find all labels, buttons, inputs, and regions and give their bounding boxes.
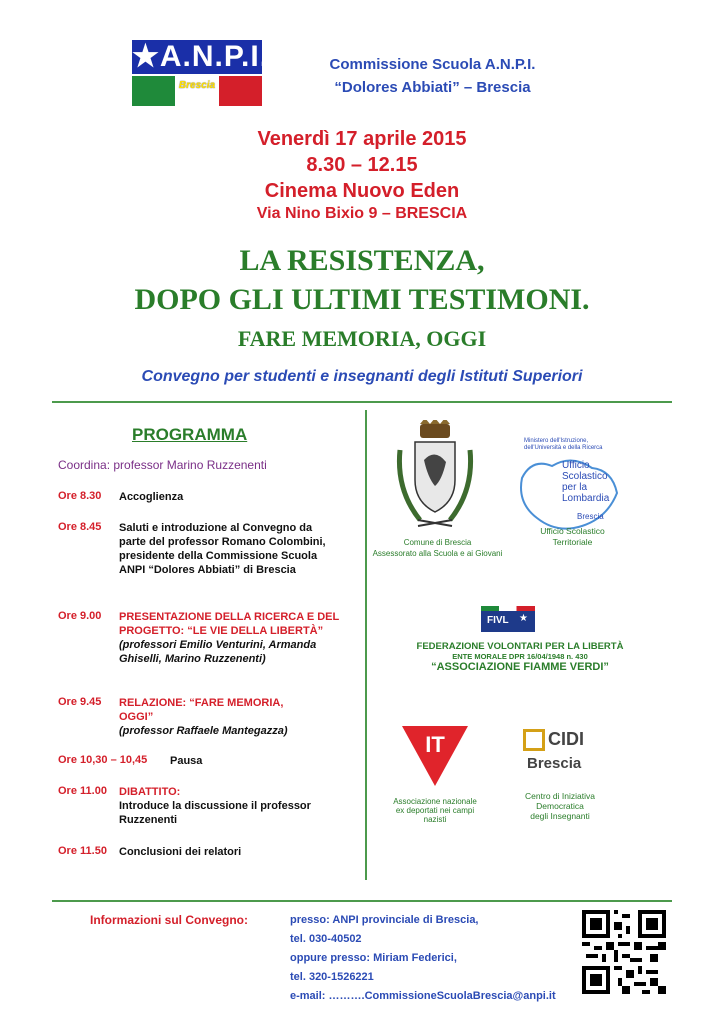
program-time: Ore 9.00 (58, 610, 102, 622)
program-text: Saluti e introduzione al Convegno da parte del professor Romano Colombini, presidente della Commissione Scuola ANPI “Dolores Abbiati” di Brescia (119, 522, 326, 576)
info-line-3: oppure presso: Miriam Federici, (290, 952, 457, 964)
title-line-3: FARE MEMORIA, OGGI (237, 326, 487, 351)
title-line-1: LA RESISTENZA, (239, 244, 485, 277)
email-link[interactable]: e-mail: ……….CommissioneScuolaBrescia@anpi.it (290, 990, 556, 1002)
program-note: Introduce la discussione il professor Ruzzenenti (119, 800, 311, 826)
program-text: RELAZIONE: “FARE MEMORIA, OGGI” (119, 697, 284, 723)
program-text: PRESENTAZIONE DELLA RICERCA E DEL PROGETTO: “LE VIE DELLA LIBERTÀ” (119, 611, 340, 637)
usr-name: Ufficio Scolastico per la Lombardia (562, 460, 610, 504)
fivl-badge: FIVL ★ (481, 606, 535, 632)
program-time: Ore 11.00 (58, 785, 107, 797)
info-label: Informazioni sul Convegno: (90, 913, 248, 927)
ufficio-scolastico-logo (512, 436, 662, 526)
comune-brescia-crest-icon (390, 420, 480, 532)
event-date: Venerdì 17 aprile 2015 (257, 128, 467, 150)
subtitle: Convegno per studenti e insegnanti degli Istituti Superiori (141, 368, 583, 385)
program-coordinator: Coordina: professor Marino Ruzzenenti (58, 458, 267, 472)
anpi-logo (132, 40, 270, 108)
anpi-logo-subtitle: Brescia (178, 80, 216, 91)
ufficio-scolastico-caption: Ufficio Scolastico Territoriale (540, 526, 605, 547)
fivl-caption: FEDERAZIONE VOLONTARI PER LA LIBERTÀ ENTE MORALE DPR 16/04/1948 n. 430 “ASSOCIAZIONE FIAMME VERDI” (416, 641, 624, 673)
bottom-divider (52, 900, 672, 902)
program-note: (professor Raffaele Mantegazza) (119, 725, 288, 737)
program-text: DIBATTITO: (119, 786, 181, 798)
program-text-block (119, 610, 343, 666)
event-venue: Cinema Nuovo Eden (264, 180, 460, 202)
ministry-text: Ministero dell'Istruzione, dell'Università e della Ricerca (524, 438, 603, 451)
aned-caption: Associazione nazionale ex deportati nei campi nazisti (393, 797, 477, 824)
program-time: Ore 8.45 (58, 521, 102, 533)
program-text: Pausa (170, 755, 203, 767)
cidi-logo: CIDI Brescia (523, 729, 605, 781)
event-time: 8.30 – 12.15 (306, 154, 418, 176)
program-time: Ore 11.50 (58, 845, 107, 857)
top-divider (52, 401, 672, 403)
info-line-1: presso: ANPI provinciale di Brescia, (290, 914, 479, 926)
header-line-1: Commissione Scuola A.N.P.I. (329, 56, 536, 73)
program-text-block (119, 785, 339, 827)
anpi-logo-text: ★A.N.P.I. (132, 40, 270, 73)
event-address: Via Nino Bixio 9 – BRESCIA (256, 205, 468, 222)
column-divider (365, 410, 367, 880)
program-text: Accoglienza (119, 491, 184, 503)
program-note: (professori Emilio Venturini, Armanda Ghiselli, Marino Ruzzenenti) (119, 639, 317, 665)
program-time: Ore 8.30 (58, 490, 102, 502)
program-time: Ore 9.45 (58, 696, 102, 708)
cidi-caption: Centro di Iniziativa Democratica degli Insegnanti (525, 791, 595, 821)
cidi-mark-icon (523, 729, 545, 751)
program-time: Ore 10,30 – 10,45 (58, 754, 148, 766)
program-text: Conclusioni dei relatori (119, 846, 242, 858)
aned-triangle-icon: IT (400, 724, 470, 788)
program-text-block (119, 696, 319, 738)
usr-city: Brescia (577, 512, 604, 521)
info-line-4: tel. 320-1526221 (290, 971, 374, 983)
info-line-2: tel. 030-40502 (290, 933, 362, 945)
qr-code-icon (582, 910, 666, 994)
title-line-2: DOPO GLI ULTIMI TESTIMONI. (134, 283, 590, 316)
star-icon: ★ (519, 613, 528, 624)
header-line-2: “Dolores Abbiati” – Brescia (334, 79, 531, 96)
comune-brescia-caption: Comune di Brescia Assessorato alla Scuola e ai Giovani (372, 538, 503, 558)
program-heading: PROGRAMMA (132, 425, 248, 444)
